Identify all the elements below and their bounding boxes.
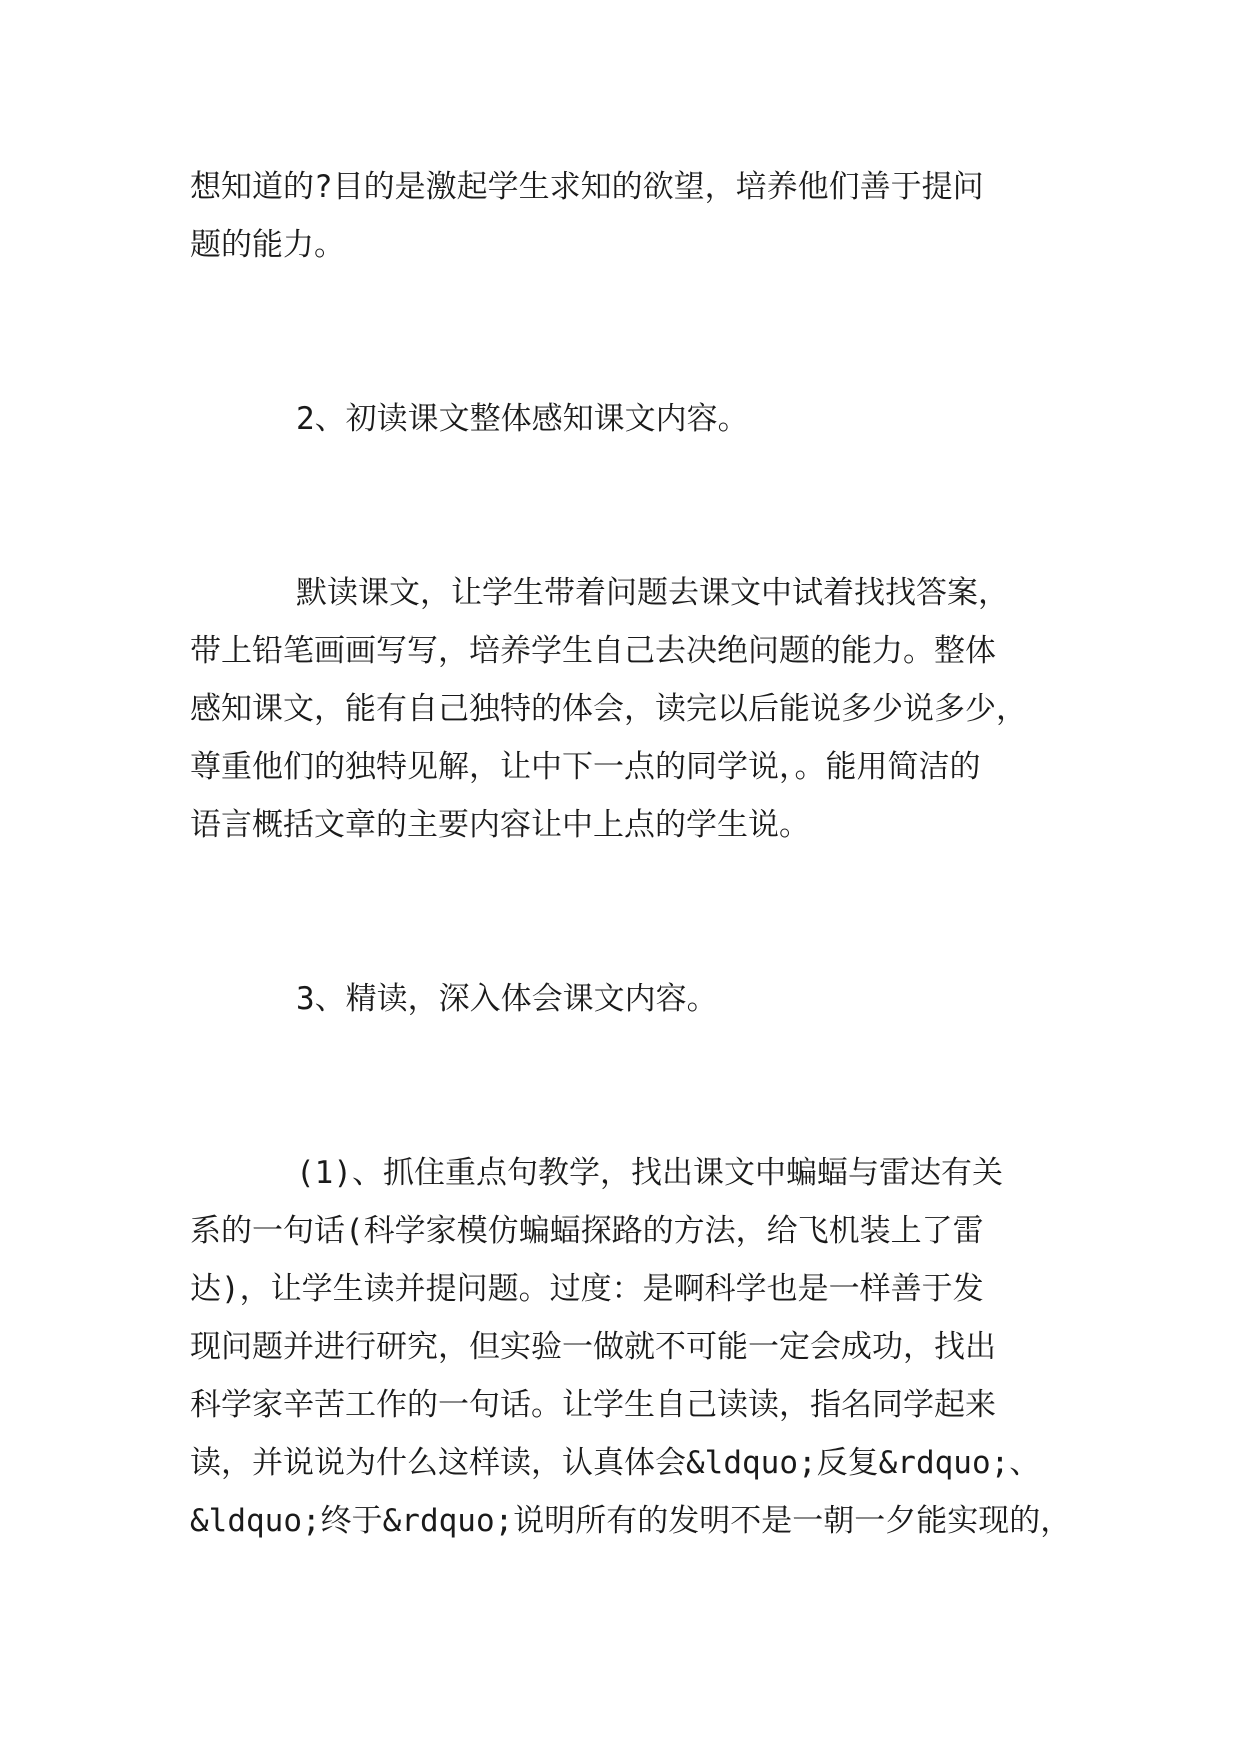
text-line: 读，并说说为什么这样读，认真体会&ldquo;反复&rdquo;、 xyxy=(190,1445,1041,1481)
text-line: 尊重他们的独特见解，让中下一点的同学说，。能用简洁的 xyxy=(190,749,981,785)
section-heading-2: 2、初读课文整体感知课文内容。 xyxy=(296,401,749,437)
document-body xyxy=(190,158,1072,1550)
text-line: 题的能力。 xyxy=(190,227,345,263)
paragraph-1 xyxy=(190,158,1050,274)
paragraph-2 xyxy=(190,564,1050,854)
text-line: (1)、抓住重点句教学，找出课文中蝙蝠与雷达有关 xyxy=(296,1155,1003,1191)
text-line: 默读课文，让学生带着问题去课文中试着找找答案， xyxy=(296,575,1009,611)
text-line: 科学家辛苦工作的一句话。让学生自己读读，指名同学起来 xyxy=(190,1387,996,1423)
text-line: 现问题并进行研究，但实验一做就不可能一定会成功，找出 xyxy=(190,1329,996,1365)
text-line: 想知道的?目的是激起学生求知的欲望，培养他们善于提问 xyxy=(190,169,984,205)
text-line: 语言概括文章的主要内容让中上点的学生说。 xyxy=(190,807,810,843)
text-line: &ldquo;终于&rdquo;说明所有的发明不是一朝一夕能实现的， xyxy=(190,1503,1072,1539)
paragraph-3 xyxy=(190,1144,1072,1550)
text-line: 带上铅笔画画写写，培养学生自己去决绝问题的能力。整体 xyxy=(190,633,996,669)
text-line: 达)，让学生读并提问题。过度：是啊科学也是一样善于发 xyxy=(190,1271,984,1307)
section-heading-3: 3、精读，深入体会课文内容。 xyxy=(296,981,718,1017)
text-line: 感知课文，能有自己独特的体会，读完以后能说多少说多少， xyxy=(190,691,1027,727)
text-line: 系的一句话(科学家模仿蝙蝠探路的方法，给飞机装上了雷 xyxy=(190,1213,984,1249)
